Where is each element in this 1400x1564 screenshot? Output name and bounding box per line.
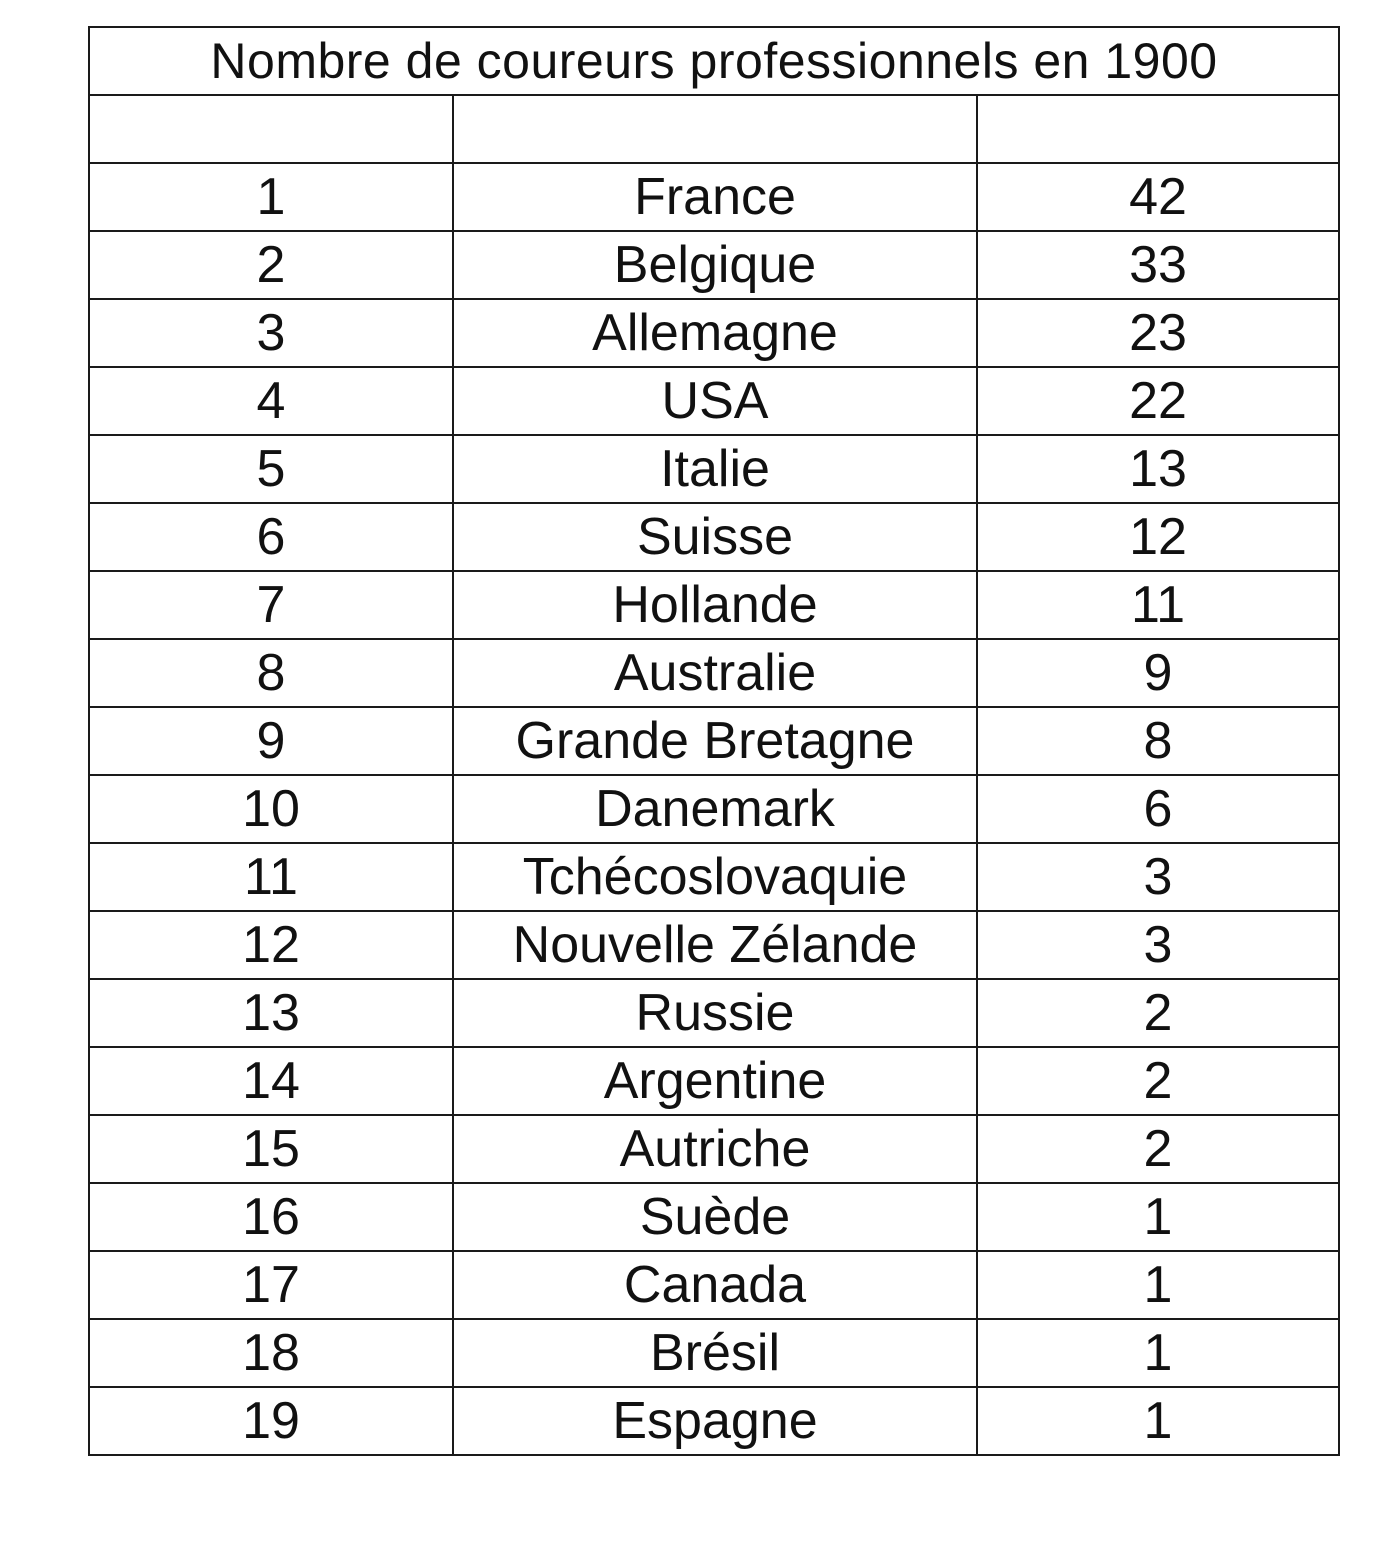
count-cell: 1: [977, 1251, 1339, 1319]
country-cell: Suisse: [453, 503, 977, 571]
table-title: Nombre de coureurs professionnels en 1900: [89, 27, 1339, 95]
count-cell: 8: [977, 707, 1339, 775]
rank-cell: 15: [89, 1115, 453, 1183]
country-cell: Argentine: [453, 1047, 977, 1115]
count-cell: 12: [977, 503, 1339, 571]
table-row: [89, 503, 1339, 571]
country-cell: Belgique: [453, 231, 977, 299]
country-cell: France: [453, 163, 977, 231]
rank-cell: 16: [89, 1183, 453, 1251]
rank-cell: 3: [89, 299, 453, 367]
country-cell: Brésil: [453, 1319, 977, 1387]
count-cell: 1: [977, 1387, 1339, 1455]
count-cell: 2: [977, 1115, 1339, 1183]
country-cell: Australie: [453, 639, 977, 707]
table-row: [89, 1319, 1339, 1387]
riders-table: [88, 26, 1340, 1456]
country-cell: Canada: [453, 1251, 977, 1319]
rank-cell: 10: [89, 775, 453, 843]
rank-cell: 9: [89, 707, 453, 775]
country-cell: USA: [453, 367, 977, 435]
count-cell: 3: [977, 911, 1339, 979]
country-cell: Danemark: [453, 775, 977, 843]
table-row: [89, 299, 1339, 367]
table-row: [89, 979, 1339, 1047]
table-row: [89, 843, 1339, 911]
rank-cell: 19: [89, 1387, 453, 1455]
table-row: [89, 775, 1339, 843]
rank-cell: 7: [89, 571, 453, 639]
table-row: [89, 367, 1339, 435]
country-cell: Nouvelle Zélande: [453, 911, 977, 979]
table-row: [89, 571, 1339, 639]
country-cell: Allemagne: [453, 299, 977, 367]
table-body: [89, 27, 1339, 1455]
count-cell: 23: [977, 299, 1339, 367]
rank-cell: 13: [89, 979, 453, 1047]
count-cell: 13: [977, 435, 1339, 503]
blank-header-cell-rank: [89, 95, 453, 163]
count-cell: 1: [977, 1319, 1339, 1387]
table-row: [89, 231, 1339, 299]
count-cell: 1: [977, 1183, 1339, 1251]
table-row: [89, 911, 1339, 979]
rank-cell: 2: [89, 231, 453, 299]
table-row: [89, 1183, 1339, 1251]
count-cell: 3: [977, 843, 1339, 911]
count-cell: 22: [977, 367, 1339, 435]
rank-cell: 5: [89, 435, 453, 503]
rank-cell: 8: [89, 639, 453, 707]
rank-cell: 4: [89, 367, 453, 435]
table-row: [89, 1251, 1339, 1319]
table-row: [89, 639, 1339, 707]
count-cell: 2: [977, 979, 1339, 1047]
count-cell: 6: [977, 775, 1339, 843]
rank-cell: 11: [89, 843, 453, 911]
rank-cell: 14: [89, 1047, 453, 1115]
blank-header-cell-count: [977, 95, 1339, 163]
country-cell: Tchécoslovaquie: [453, 843, 977, 911]
count-cell: 33: [977, 231, 1339, 299]
country-cell: Grande Bretagne: [453, 707, 977, 775]
country-cell: Hollande: [453, 571, 977, 639]
count-cell: 42: [977, 163, 1339, 231]
count-cell: 2: [977, 1047, 1339, 1115]
blank-header-row: [89, 95, 1339, 163]
rank-cell: 12: [89, 911, 453, 979]
table-row: [89, 1387, 1339, 1455]
country-cell: Russie: [453, 979, 977, 1047]
table-row: [89, 435, 1339, 503]
rank-cell: 1: [89, 163, 453, 231]
table-row: [89, 163, 1339, 231]
country-cell: Italie: [453, 435, 977, 503]
country-cell: Autriche: [453, 1115, 977, 1183]
country-cell: Espagne: [453, 1387, 977, 1455]
blank-header-cell-country: [453, 95, 977, 163]
count-cell: 9: [977, 639, 1339, 707]
table-row: [89, 1047, 1339, 1115]
rank-cell: 6: [89, 503, 453, 571]
rank-cell: 17: [89, 1251, 453, 1319]
table-row: [89, 707, 1339, 775]
rank-cell: 18: [89, 1319, 453, 1387]
country-cell: Suède: [453, 1183, 977, 1251]
title-row: [89, 27, 1339, 95]
count-cell: 11: [977, 571, 1339, 639]
table-row: [89, 1115, 1339, 1183]
